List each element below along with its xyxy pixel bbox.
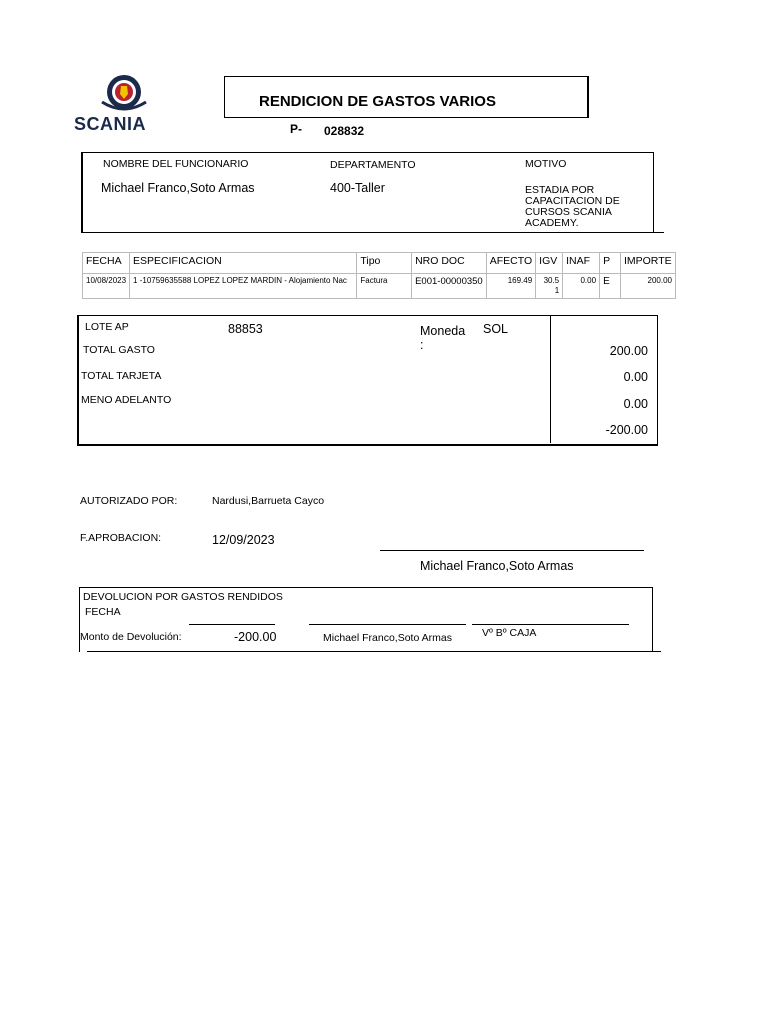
moneda-label: Moneda : (420, 324, 466, 352)
signer-line (309, 624, 466, 625)
summary-divider (550, 315, 551, 443)
nombre-value: Michael Franco,Soto Armas (101, 181, 255, 195)
lote-value: 88853 (228, 322, 263, 336)
cell-especificacion: 1 -10759635588 LOPEZ LOPEZ MARDIN - Alojamiento Nac (130, 274, 357, 299)
caja-line (472, 624, 629, 625)
caja-label: Vº Bº CAJA (482, 627, 537, 639)
nombre-label: NOMBRE DEL FUNCIONARIO (103, 158, 249, 170)
header-importe: IMPORTE (620, 253, 675, 274)
header-fecha: FECHA (83, 253, 130, 274)
summary-box (77, 315, 658, 446)
departamento-label: DEPARTAMENTO (330, 159, 416, 171)
cell-tipo: Factura (357, 274, 412, 299)
departamento-value: 400-Taller (330, 181, 385, 195)
devolucion-signer: Michael Franco,Soto Armas (323, 632, 452, 644)
divider (87, 651, 661, 652)
cell-igv: 30.51 (536, 274, 563, 299)
monto-devolucion-label: Monto de Devolución: (80, 631, 182, 643)
header-igv: IGV (536, 253, 563, 274)
cell-fecha: 10/08/2023 (83, 274, 130, 299)
total-tarjeta-label: TOTAL TARJETA (81, 370, 162, 382)
autorizado-label: AUTORIZADO POR: (80, 495, 178, 507)
expense-items-table (82, 252, 676, 299)
cell-nro-doc: E001-00000350 (412, 274, 487, 299)
header-inaf: INAF (563, 253, 600, 274)
divider (81, 232, 664, 233)
table-header-row (83, 253, 676, 274)
meno-adelanto-label: MENO ADELANTO (81, 394, 172, 406)
saldo-value: -200.00 (605, 423, 648, 437)
doc-number-prefix: P- (290, 122, 302, 136)
title-box (224, 76, 589, 118)
f-aprobacion-label: F.APROBACION: (80, 532, 162, 544)
scania-logo (72, 72, 176, 134)
devolucion-title: DEVOLUCION POR GASTOS RENDIDOS (83, 591, 283, 603)
signature-name: Michael Franco,Soto Armas (420, 559, 574, 573)
page-title: RENDICION DE GASTOS VARIOS (259, 93, 496, 110)
cell-afecto: 169.49 (486, 274, 535, 299)
motivo-value: ESTADIA POR CAPACITACION DE CURSOS SCANIA ACADEMY. (525, 184, 620, 229)
table-row (83, 274, 676, 299)
total-gasto-value: 200.00 (609, 344, 648, 358)
autorizado-value: Nardusi,Barrueta Cayco (212, 495, 325, 507)
cell-importe: 200.00 (620, 274, 675, 299)
cell-inaf: 0.00 (563, 274, 600, 299)
header-especificacion: ESPECIFICACION (130, 253, 357, 274)
header-nro-doc: NRO DOC (412, 253, 487, 274)
f-aprobacion-value: 12/09/2023 (212, 533, 275, 547)
header-tipo: Tipo (357, 253, 412, 274)
header-p: P (600, 253, 621, 274)
cell-p: E (600, 274, 621, 299)
fecha-line (189, 624, 275, 625)
signature-line (380, 550, 644, 551)
moneda-value: SOL (483, 322, 509, 336)
doc-number: 028832 (324, 124, 365, 138)
total-tarjeta-value: 0.00 (623, 370, 648, 384)
meno-adelanto-value: 0.00 (623, 397, 648, 411)
header-afecto: AFECTO (486, 253, 535, 274)
brand-wordmark: SCANIA (74, 114, 147, 134)
motivo-label: MOTIVO (525, 158, 567, 170)
total-gasto-label: TOTAL GASTO (83, 344, 155, 356)
devolucion-fecha-label: FECHA (85, 606, 121, 618)
lote-label: LOTE AP (85, 321, 129, 333)
monto-devolucion-value: -200.00 (234, 630, 277, 644)
